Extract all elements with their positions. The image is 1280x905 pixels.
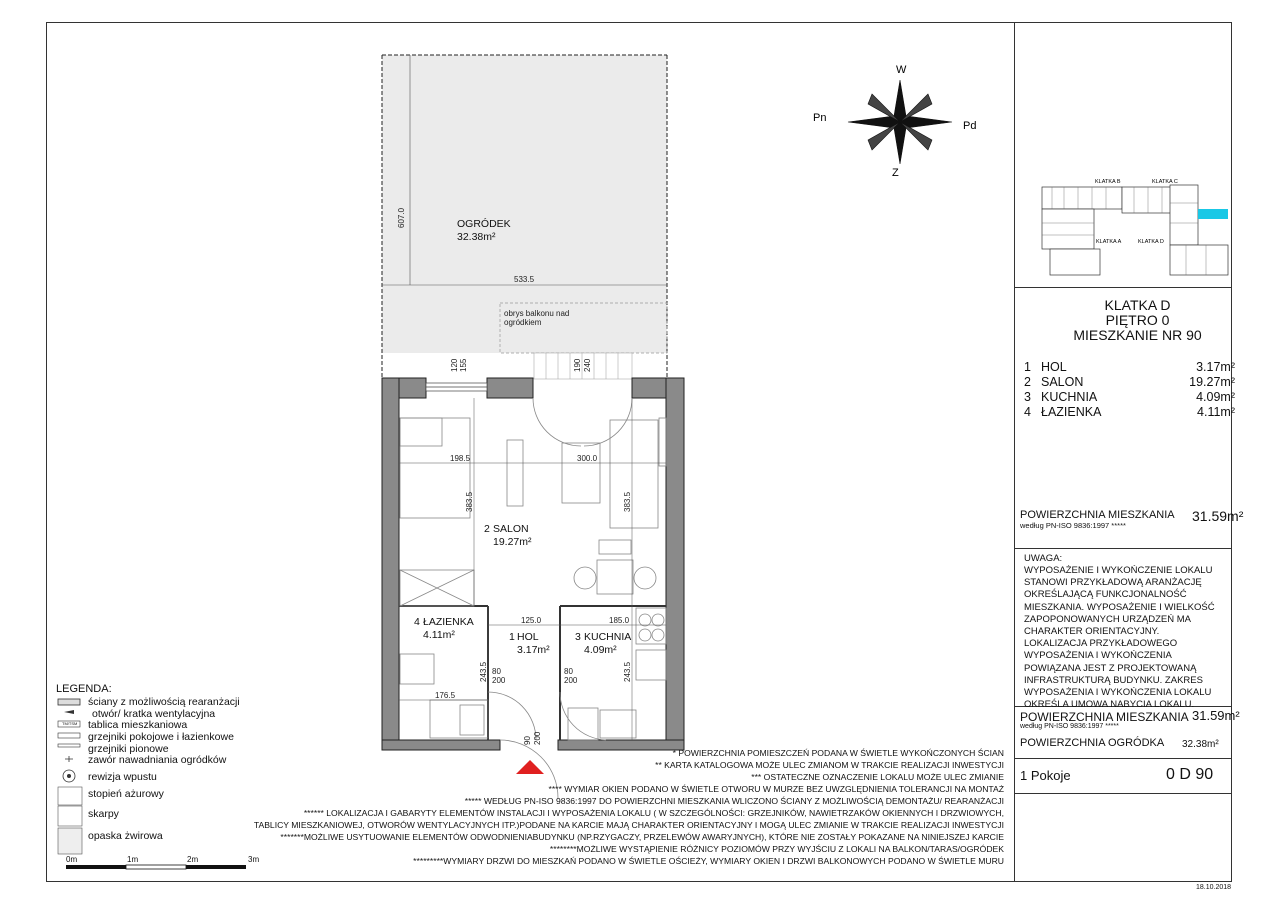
legend-item: stopień ażurowy [88, 788, 164, 800]
scale-bar [60, 850, 270, 880]
footnote: ****** LOKALIZACJA I GABARYTY ELEMENTÓW INSTALACJI I WYPOSAŻENIA LOKALU ( W SZCZEGÓLNOŚCI: GRZEJNIKÓW, NAWIETRZAKÓW OKIENNYCH I DRZWIOWYCH, [303, 808, 1004, 818]
garden-area-label: 32.38m² [457, 231, 496, 243]
garden-label: POWIERZCHNIA OGRÓDKA [1020, 737, 1165, 749]
legend-item: ściany z możliwością rearanżacji [88, 696, 240, 708]
legend-item: skarpy [88, 808, 119, 820]
key-plan [1030, 175, 1230, 280]
compass-south: Z [892, 167, 899, 179]
panel-divider [1014, 548, 1232, 549]
panel-divider [1014, 793, 1232, 794]
bath-area: 4.11m² [423, 629, 455, 641]
salon-area: 19.27m² [493, 536, 532, 548]
bath-num: 4 [414, 616, 420, 628]
scale-label: 2m [187, 855, 199, 864]
kitchen-name: KUCHNIA [584, 631, 632, 643]
footnote: **** WYMIAR OKIEN PODANO W ŚWIETLE OTWORU W MURZE BEZ UWZGLĘDNIENIA TOLERANCJI NA MONTAŻ [548, 784, 1004, 794]
balcony-note-1: obrys balkonu nad [504, 309, 570, 318]
scale-label: 0m [66, 855, 78, 864]
slope-icon [58, 806, 82, 826]
footnote: ** KARTA KATALOGOWA MOŻE ULEC ZMIANOM W TRAKCIE REALIZACJI INWESTYCJI [655, 760, 1004, 770]
legend-symbols [54, 694, 88, 859]
area-sub: według PN-ISO 9836:1997 ***** [1020, 521, 1126, 530]
balcony-note-2: ogródkiem [504, 318, 542, 327]
title-mieszkanie: MIESZKANIE NR 90 [1073, 327, 1202, 343]
dim-kuch-h: 243.5 [623, 661, 632, 682]
dim-garden-width: 533.5 [514, 275, 535, 284]
dim-bath-h: 243.5 [479, 661, 488, 682]
legend-item: grzejniki pionowe [88, 743, 169, 755]
hol-num: 1 [509, 631, 515, 643]
dim-door2a: 80 [564, 667, 573, 676]
garden-value: 32.38m² [1182, 739, 1219, 750]
step-icon [58, 787, 82, 805]
dim-salon-h1: 383.5 [465, 491, 474, 512]
dim-door2b: 200 [564, 676, 578, 685]
info-panel [1014, 22, 1232, 882]
scale-label: 1m [127, 855, 139, 864]
dim-salon-left: 198.5 [450, 454, 471, 463]
area2-sub: według PN-ISO 9836:1997 ***** [1020, 723, 1119, 730]
footnote: ***** WEDŁUG PN-ISO 9836:1997 DO POWIERZCHNI MIESZKANIA WLICZONO ŚCIANY Z MOŻLIWOŚCIĄ DEMONTAŻU/ REARANŻACJI [464, 796, 1004, 806]
area-value: 31.59m² [1192, 508, 1244, 524]
note-title: UWAGA: [1024, 553, 1063, 564]
legend-title: LEGENDA: [56, 683, 112, 695]
dim-door1b: 200 [492, 676, 506, 685]
title-klatka: KLATKA D [1104, 297, 1171, 313]
footnote: *******MOŻLIWE USYTUOWANIE ELEMENTÓW ODWODNIENIABUDYNKU (NP.RZYGACZY, PRZELEWÓW AWARYJNYCH), KTÓRE NIE ZOSTAŁY POKAZANE NA NINIEJSZEJ KARCIE [280, 832, 1004, 842]
vertical-radiator-icon [58, 744, 80, 747]
title-pietro: PIĘTRO 0 [1105, 312, 1170, 328]
outer-walls [382, 378, 684, 750]
area2-value: 31.59m² [1192, 708, 1240, 723]
legend-item: zawór nawadniania ogródków [88, 754, 227, 766]
footnote: TABLICY MIESZKANIOWEJ, OTWORÓW WENTYLACYJNYCH ITP.)PODANE NA KARCIE MAJĄ CHARAKTER ORIENTACYJNY I MOGĄ ULEC ZMIANIE W TRAKCIE REALIZACJI INWESTYCJI [253, 820, 1004, 830]
legend-item: tablica mieszkaniowa [88, 719, 188, 731]
garden-name: OGRÓDEK [457, 218, 511, 230]
legend-item: otwór/ kratka wentylacyjna [92, 708, 216, 720]
dim-salon-h2: 383.5 [623, 491, 632, 512]
legend-item: grzejniki pokojowe i łazienkowe [88, 731, 234, 743]
dim-door3a: 90 [523, 736, 532, 745]
valve-icon [65, 756, 73, 762]
salon-name: SALON [493, 523, 529, 535]
compass-north: W [896, 64, 907, 76]
vent-icon [64, 710, 74, 714]
entrance-marker [516, 760, 544, 774]
wall-symbol-icon [58, 699, 80, 705]
legend-item: rewizja wpustu [88, 771, 157, 783]
footnote: * POWIERZCHNIA POMIESZCZEŃ PODANA W ŚWIETLE WYKOŃCZONYCH ŚCIAN [672, 748, 1004, 758]
hol-name: HOL [517, 631, 539, 643]
dim-salon-right: 300.0 [577, 454, 598, 463]
panel-divider [1014, 758, 1232, 759]
dim-win1b: 155 [459, 358, 468, 372]
kitchen-area: 4.09m² [584, 644, 617, 656]
compass-east: Pd [963, 120, 977, 132]
dim-hol-w: 125.0 [521, 616, 542, 625]
dim-door3b: 200 [533, 731, 542, 745]
dim-win2a: 190 [573, 358, 582, 372]
kitchen-num: 3 [575, 631, 581, 643]
keyplan-label-d: KLATKA D [1138, 239, 1164, 245]
bath-name: ŁAZIENKA [423, 616, 474, 628]
unit-highlight [1198, 209, 1228, 219]
sheet-date: 18.10.2018 [1196, 884, 1232, 891]
compass-west: Pn [813, 112, 827, 124]
note-text: WYPOSAŻENIE I WYKOŃCZENIE LOKALU STANOWI PRZYKŁADOWĄ ARANŻACJĘ OKREŚLAJĄCĄ FUNKCJONALNOŚĆ MIESZKANIA. WYPOSAŻENIE I WIELKOŚĆ ZAPOPONOWANYCH URZĄDZEŃ MA CHARAKTER ORIENTACYJNY. LOKALIZACJA PRZYKŁADOWEGO WYPOSAŻENIA I WYKOŃCZENIA POWIĄZANA JEST Z PROJEKTOWANĄ INFRASTRUKTURĄ BUDYNKU. ZAKRES WYPOSAŻENIA I WYKOŃCZENIA LOKALU OKREŚLA UMOWA NABYCIA LOKALU. [1024, 565, 1215, 711]
unit-code: 0 D 90 [1166, 766, 1214, 783]
dim-kuch-w: 185.0 [609, 616, 630, 625]
radiator-icon [58, 733, 80, 738]
salon-num: 2 [484, 523, 490, 535]
keyplan-label-c: KLATKA C [1152, 179, 1178, 185]
legend-item: opaska żwirowa [88, 830, 163, 842]
panel-divider [1014, 287, 1232, 288]
dim-bath-w: 176.5 [435, 691, 456, 700]
footnote: *** OSTATECZNE OZNACZENIE LOKALU MOŻE ULEC ZMIANIE [751, 772, 1004, 782]
keyplan-label-b: KLATKA B [1095, 179, 1121, 185]
compass-icon [848, 80, 952, 164]
scale-label: 3m [248, 855, 260, 864]
footnote: *********WYMIARY DRZWI DO MIESZKAŃ PODANO W ŚWIETLE OŚCIEŻY, WYMIARY OKIEN I DRZWI BALKONOWYCH PODANO W ŚWIETLE MURU [413, 856, 1004, 866]
rooms-count: 1 Pokoje [1020, 768, 1071, 783]
area2-label: POWIERZCHNIA MIESZKANIA [1020, 710, 1189, 724]
area-label: POWIERZCHNIA MIESZKANIA [1020, 509, 1175, 521]
dim-door1a: 80 [492, 667, 501, 676]
dim-garden-height: 607.0 [397, 207, 406, 228]
hol-area: 3.17m² [517, 644, 550, 656]
dim-win2b: 240 [583, 358, 592, 372]
dim-win1a: 120 [450, 358, 459, 372]
keyplan-label-a: KLATKA A [1096, 239, 1122, 245]
tm-mark: TM/TSM [62, 721, 78, 726]
footnote: ********MOŻLIWE WYSTĄPIENIE RÓŻNICY POZIOMÓW PRZY WYJŚCIU Z LOKALI NA BALKON/TARAS/OGRÓDEK [549, 844, 1004, 854]
